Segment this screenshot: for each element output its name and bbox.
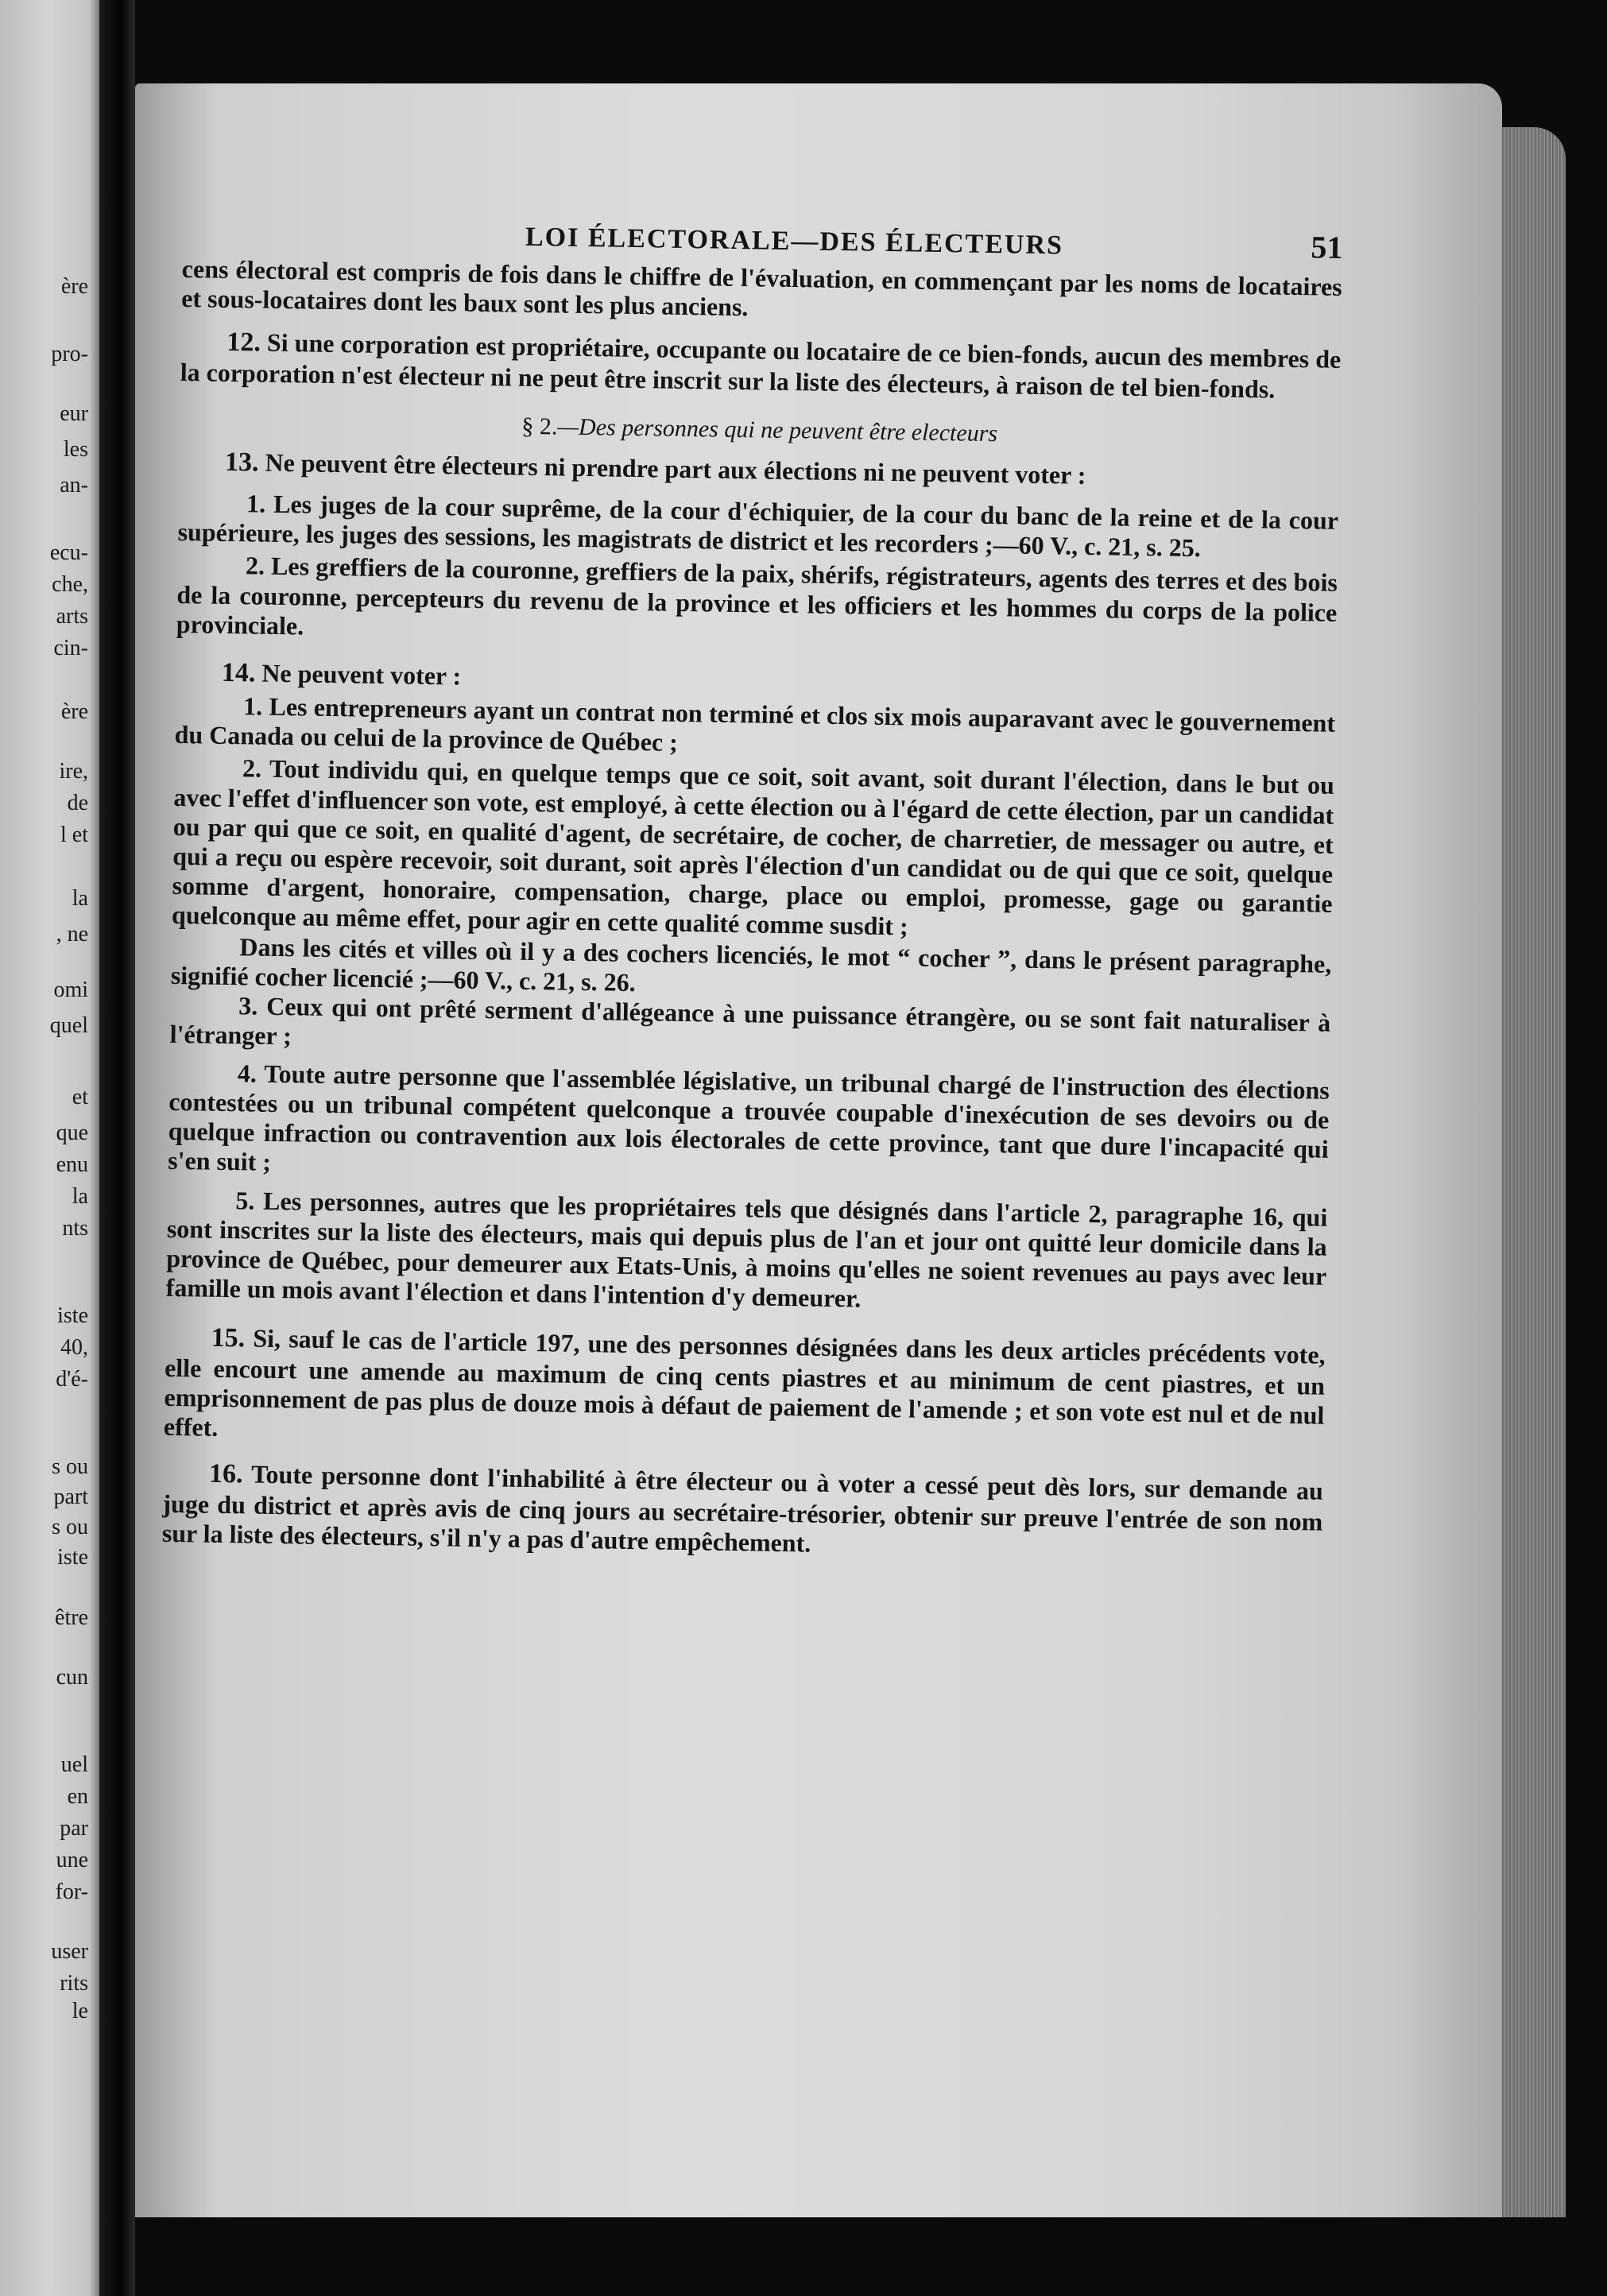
left-page-fragment: être: [55, 1605, 88, 1630]
page-number: 51: [1311, 229, 1343, 265]
left-page-fragment: l et: [60, 823, 88, 847]
left-page-fragment: che,: [52, 572, 88, 597]
article-text: Toute personne dont l'inhabilité à être électeur ou à voter a cessé peut dès lors, sur demande au juge du district et après avis de cinq jours au secrétaire-trésorier, obtenir sur preuve l'entrée de son nom sur la liste des électeurs, s'il n'y a pas d'autre empêchement.: [161, 1459, 1324, 1558]
left-page-fragment: de: [67, 791, 88, 815]
page-content: [162, 211, 1343, 1566]
article-number: 13.: [224, 447, 259, 478]
article-number: 16.: [208, 1458, 243, 1489]
article-14-item-5: 5. Les personnes, autres que les propriétaires tels que désignés dans l'article 2, paragraphe 16, qui sont inscrites sur la liste des électeurs, mais qui depuis plus de l'an et jour ont quitté leur domicile dans la province de Québec, pour demeurer aux Etats-Unis, à moins qu'elles ne soient revenues au pays avec leur famille un mois avant l'élection et dans l'intention d'y demeurer.: [165, 1186, 1328, 1313]
article-14-item-4: 4. Toute autre personne que l'assemblée législative, un tribunal chargé de l'instruction des élections contestées ou un tribunal compétent quelconque a trouvée coupable d'inexécution de ses devoirs ou de quelque infraction ou contravention aux lois électorales de cette province, tant que dure l'incapacité qui s'en suit ;: [167, 1058, 1330, 1176]
left-page-fragment: arts: [56, 604, 88, 629]
left-page-fragment: une: [56, 1848, 88, 1872]
left-page-fragment: le: [72, 1999, 88, 2023]
article-13-item-2: 2. Les greffiers de la couronne, greffiers de la paix, shérifs, régistrateurs, agents des terres et des bois de la couronne, percepteurs du revenu de la province et les officiers et les hommes du corps de la police provinciale.: [176, 551, 1338, 641]
left-page-fragment: iste: [57, 1303, 88, 1328]
left-page-fragment: cun: [56, 1665, 88, 1690]
left-page-fragment: part: [53, 1485, 88, 1509]
article-text: Ne peuvent être électeurs ni prendre part aux élections ni ne peuvent voter :: [258, 447, 1086, 490]
left-page-fragment: en: [67, 1784, 88, 1809]
left-page-fragment: rits: [60, 1971, 88, 1996]
left-page-fragment: s ou: [52, 1454, 88, 1479]
left-page-fragment: iste: [57, 1545, 88, 1570]
article-13-item-1: 1. Les juges de la cour suprême, de la cour d'échiquier, de la cour du banc de la reine et de la cour supérieure, les juges des sessions, les magistrats de district et les recorders ;—60 V., c. 21, s. 25.: [177, 489, 1339, 563]
left-page-fragment: ecu-: [49, 540, 88, 565]
left-page-fragment: for-: [55, 1880, 88, 1904]
article-14-item-2-note: Dans les cités et villes où il y a des cochers licenciés, le mot “ cocher ”, dans le présent paragraphe, signifié cocher licencié ;—60 V., c. 21, s. 26.: [170, 932, 1332, 997]
left-page-fragment: ire,: [59, 759, 88, 784]
left-page-fragment: omi: [53, 978, 88, 1002]
book-page: [135, 83, 1502, 2229]
left-page-fragment: nts: [62, 1216, 88, 1241]
left-page-fragment: les: [63, 437, 88, 462]
left-page-fragment: pro-: [51, 342, 88, 366]
article-15: [164, 1322, 1326, 1460]
left-page-fragment: d'é-: [56, 1367, 88, 1392]
left-page-fragment: enu: [56, 1152, 88, 1177]
left-page-fragment: uel: [60, 1752, 88, 1777]
left-page-fragment: et: [72, 1085, 88, 1109]
article-14-item-3: 3. Ceux qui ont prêté serment d'allégeance à une puissance étrangère, ou se sont fait naturaliser à l'étranger ;: [169, 991, 1331, 1051]
article-14-item-1: 1. Les entrepreneurs ayant un contrat non terminé et clos six mois auparavant avec le gouvernement du Canada ou celui de la province de Québec ;: [174, 691, 1336, 757]
left-page-fragment: cin-: [53, 636, 88, 660]
article-number: 12.: [227, 327, 261, 358]
article-number: 15.: [211, 1323, 246, 1353]
page-stack-edge: [1502, 127, 1566, 2225]
left-page-fragment: la: [72, 1184, 88, 1209]
article-14-item-2: 2. Tout individu qui, en quelque temps que ce soit, soit avant, soit durant l'élection, dans le but ou avec l'effet d'influencer son vote, est employé, à cette élection ou à l'égard de cette élection, par un candidat ou par qui que ce soit, en qualité d'agent, de secrétaire, de cocher, de charretier, de messager ou autre, et qui a reçu ou espère recevoir, soit durant, soit après l'élection d'un candidat ou de qui que ce soit, quelque somme d'argent, honoraire, compensation, charge, place ou emploi, promesse, gage ou garantie quelconque au même effet, pour agir en cette qualité comme susdit ;: [171, 753, 1335, 941]
article-12: [180, 326, 1342, 405]
left-page-fragment: s ou: [52, 1515, 88, 1539]
paragraph-continuation: cens électoral est compris de fois dans le chiffre de l'évaluation, en commençant par les noms de locataires et sous-locataires dont les baux sont les plus anciens.: [180, 254, 1342, 322]
left-page-fragment: an-: [60, 473, 88, 498]
article-number: 14.: [221, 657, 256, 688]
left-page-fragment: ère: [60, 699, 88, 724]
running-title: LOI ÉLECTORALE—DES ÉLECTEURS: [525, 222, 1064, 261]
left-page-fragment: , ne: [56, 922, 88, 947]
section-heading: [180, 408, 1340, 453]
left-page-fragment: user: [51, 1939, 88, 1964]
article-16: [162, 1458, 1324, 1566]
left-facing-page: [0, 0, 99, 2296]
left-page-fragment: 40,: [60, 1335, 88, 1360]
book-gutter: [99, 0, 135, 2296]
article-13: [179, 446, 1339, 495]
article-text: Ne peuvent voter :: [255, 658, 462, 691]
left-page-fragment: que: [56, 1121, 88, 1145]
left-page-fragment: par: [60, 1816, 88, 1841]
article-text: Si, sauf le cas de l'article 197, une des personnes désignées dans les deux articles précédents vote, elle encourt une amende au maximum de cinq cents piastres et au minimum de cent piastres, et un emprisonnement de pas plus de douze mois à défaut de paiement de l'amende ; et son vote est nul et de nul effet.: [163, 1323, 1326, 1442]
left-page-fragment: la: [72, 886, 88, 911]
left-page-fragment: quel: [49, 1013, 88, 1038]
bottom-shadow: [135, 2217, 1566, 2296]
section-title: —Des personnes qui ne peuvent être electeurs: [557, 413, 998, 447]
section-symbol: § 2.: [521, 412, 558, 440]
left-page-fragment: eur: [60, 401, 88, 426]
article-text: Si une corporation est propriétaire, occupante ou locataire de ce bien-fonds, aucun des membres de la corporation n'est électeur ni ne peut être inscrit sur la liste des électeurs, à raison de tel bien-fonds.: [180, 327, 1342, 404]
left-page-fragment: ère: [60, 274, 88, 299]
